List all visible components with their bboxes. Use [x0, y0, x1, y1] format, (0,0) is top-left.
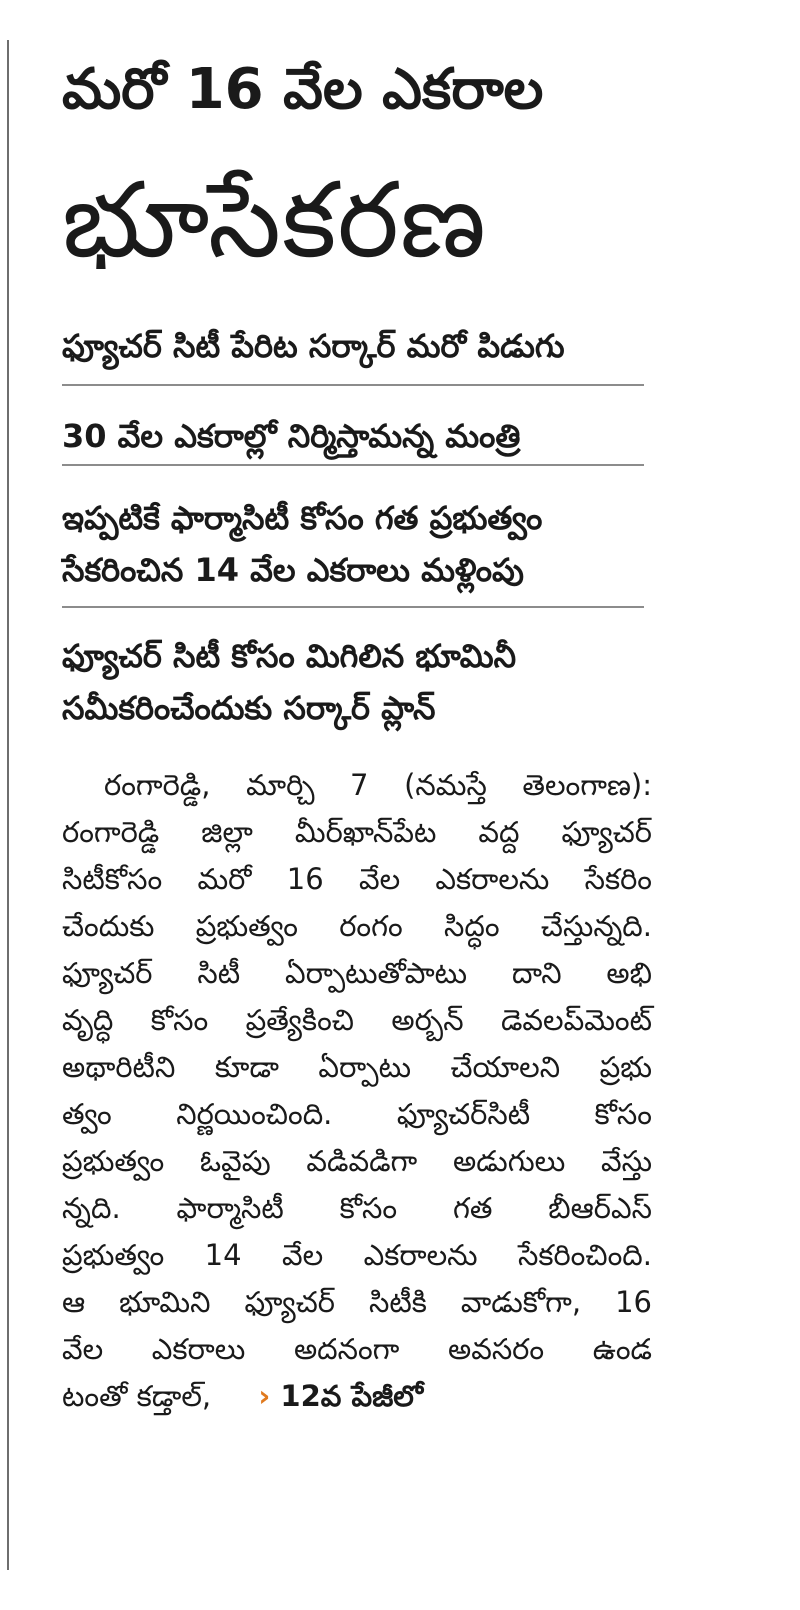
subheading-3-line-2: సేకరించిన 14 వేల ఎకరాలు మళ్లింపు: [62, 551, 524, 589]
body-line: వృద్ధి కోసం ప్రత్యేకించి అర్బన్ డెవలప్‌మెంట్: [62, 1003, 652, 1037]
subheading-divider-2: [62, 464, 644, 466]
kicker-headline: మరో 16 వేల ఎకరాల: [62, 57, 544, 122]
subheading-3-line-1: ఇప్పటికే ఫార్మాసిటీ కోసం గత ప్రభుత్వం: [62, 499, 543, 537]
subheading-4-line-2: సమీకరించేందుకు సర్కార్ ప్లాన్: [62, 689, 436, 727]
body-line: ప్రభుత్వం ఓవైపు వడివడిగా అడుగులు వేస్తు: [62, 1144, 652, 1178]
body-line-text: టంతో కడ్తాల్,: [62, 1379, 212, 1413]
body-line: త్వం నిర్ణయించింది. ఫ్యూచర్‌సిటీ కోసం: [62, 1097, 652, 1131]
subheading-3: [62, 492, 652, 596]
body-line: చేందుకు ప్రభుత్వం రంగం సిద్ధం చేస్తున్నది.: [62, 909, 652, 943]
body-last-line: [62, 1373, 652, 1420]
continuation-label: 12వ పేజీలో: [280, 1379, 424, 1413]
subheading-4-line-1: ఫ్యూచర్ సిటీ కోసం మిగిలిన భూమినీ: [62, 637, 517, 675]
body-line: సిటీకోసం మరో 16 వేల ఎకరాలను సేకరిం: [62, 862, 652, 896]
body-line: అథారిటీని కూడా ఏర్పాటు చేయాలని ప్రభు: [62, 1050, 652, 1084]
subheading-1: ఫ్యూచర్ సిటీ పేరిట సర్కార్ మరో పిడుగు: [62, 327, 565, 365]
body-line: వేల ఎకరాలు అదనంగా అవసరం ఉండ: [62, 1332, 652, 1366]
subheading-divider-3: [62, 606, 644, 608]
column-divider: [7, 40, 9, 1570]
continuation-link[interactable]: [258, 1379, 423, 1413]
body-line: ఆ భూమిని ఫ్యూచర్ సిటీకి వాడుకోగా, 16: [62, 1285, 652, 1319]
body-line: రంగారెడ్డి జిల్లా మీర్‌ఖాన్‌పేట వద్ద ఫ్యూచర్: [62, 815, 652, 849]
subheading-4: [62, 630, 652, 734]
chevron-right-icon: ›: [258, 1379, 271, 1413]
article-body: [62, 762, 652, 1420]
main-headline: భూసేకరణ: [62, 159, 487, 281]
subheading-divider-1: [62, 384, 644, 386]
body-line: న్నది. ఫార్మాసిటీ కోసం గత బీఆర్‌ఎస్: [62, 1191, 652, 1225]
subheading-2: 30 వేల ఎకరాల్లో నిర్మిస్తామన్న మంత్రి: [62, 417, 521, 455]
body-dateline: రంగారెడ్డి, మార్చి 7 (నమస్తే తెలంగాణ):: [104, 768, 652, 802]
body-line: ప్రభుత్వం 14 వేల ఎకరాలను సేకరించింది.: [62, 1238, 652, 1272]
body-line: ఫ్యూచర్ సిటీ ఏర్పాటుతోపాటు దాని అభి: [62, 956, 652, 990]
